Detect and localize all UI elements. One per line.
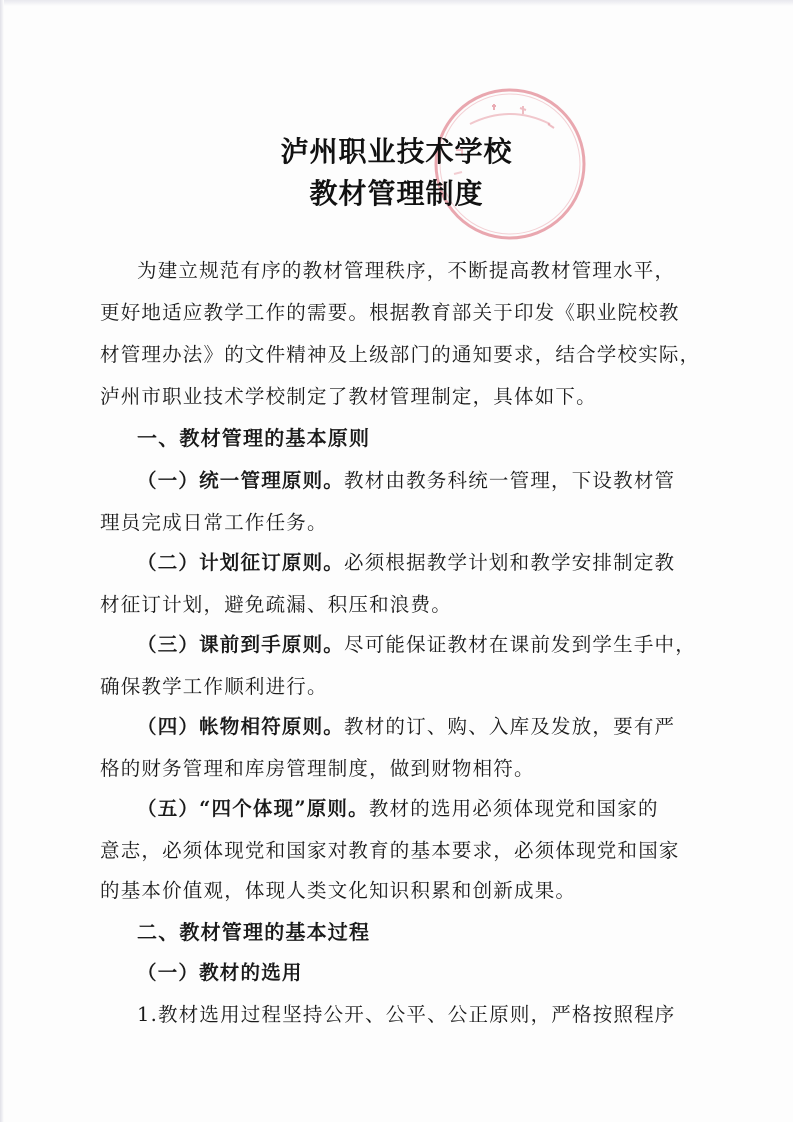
principle-2-text: 必须根据教学计划和教学安排制定教 — [344, 551, 676, 574]
section2-item1: 1.教材选用过程坚持公开、公平、公正原则，严格按照程序 — [137, 1003, 676, 1026]
principle-1-text: 教材由教务科统一管理，下设教材管 — [344, 469, 676, 492]
principle-1 — [137, 460, 720, 502]
principle-5-cont-1: 意志，必须体现党和国家对教育的基本要求，必须体现党和国家 — [100, 839, 680, 862]
principle-4-label: （四）帐物相符原则。 — [137, 715, 345, 738]
principle-4-text: 教材的订、购、入库及发放，要有严 — [344, 715, 676, 738]
principle-3-text: 尽可能保证教材在课前发到学生手中， — [344, 633, 696, 656]
principle-2 — [137, 542, 720, 584]
principle-1-cont: 理员完成日常工作任务。 — [100, 511, 328, 534]
intro-line-4: 泸州市职业技术学校制定了教材管理制定，具体如下。 — [100, 385, 597, 408]
principle-5-cont-2: 的基本价值观，体现人类文化知识积累和创新成果。 — [100, 879, 577, 902]
scan-edge-top — [0, 0, 793, 6]
principle-3-cont: 确保教学工作顺利进行。 — [100, 675, 328, 698]
principle-2-label: （二）计划征订原则。 — [137, 551, 345, 574]
intro-line-2: 更好地适应教学工作的需要。根据教育部关于印发《职业院校教 — [100, 301, 680, 324]
intro-line-3: 材管理办法》的文件精神及上级部门的通知要求，结合学校实际， — [100, 343, 701, 366]
principle-5-text: 教材的选用必须体现党和国家的 — [368, 797, 659, 820]
principle-2-cont: 材征订计划，避免疏漏、积压和浪费。 — [100, 593, 452, 616]
principle-3-label: （三）课前到手原则。 — [137, 633, 345, 656]
principle-4-cont: 格的财务管理和库房管理制度，做到财物相符。 — [100, 757, 535, 780]
principle-5 — [137, 788, 720, 830]
principle-4 — [137, 706, 720, 748]
section2-sub1: （一）教材的选用 — [137, 961, 303, 984]
principle-5-label: （五）“四个体现”原则。 — [137, 797, 369, 820]
section2-heading: 二、教材管理的基本过程 — [137, 920, 371, 944]
intro-line-1: 为建立规范有序的教材管理秩序，不断提高教材管理水平， — [137, 259, 676, 282]
document-title-line1: 泸州职业技术学校 — [280, 135, 513, 168]
section1-heading: 一、教材管理的基本原则 — [137, 426, 371, 450]
principle-3 — [137, 624, 720, 666]
document-title-line2: 教材管理制度 — [309, 177, 484, 210]
principle-1-label: （一）统一管理原则。 — [137, 469, 345, 492]
